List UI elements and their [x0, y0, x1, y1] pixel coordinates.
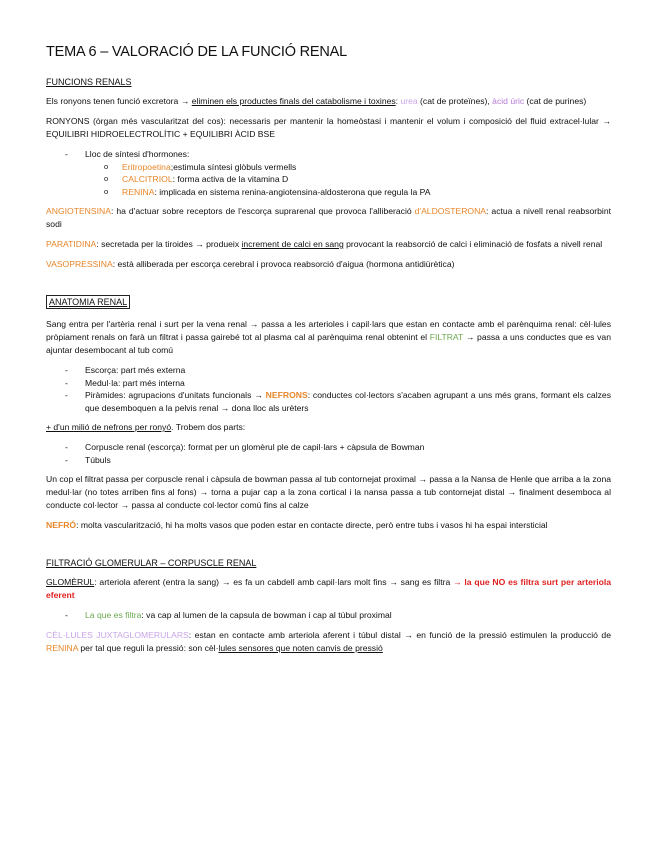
hormone-name: CALCITRIOL — [122, 174, 173, 184]
document-title: TEMA 6 – VALORACIÓ DE LA FUNCIÓ RENAL — [46, 44, 347, 60]
text: . Trobem dos parts: — [171, 422, 246, 432]
text: : va cap al lumen de la capsula de bowman i cap al túbul proximal — [141, 610, 392, 620]
list-item — [46, 186, 611, 199]
text: Sang entra per l'artèria renal i surt per la vena renal → passa a les arterioles i capil·lars que estan en contacte amb el parènquima renal: cèl·lules pròpiament renals on farà un filtrat i passa gairebé tot al plasma cal al parènquima renal obtenint el — [46, 319, 611, 342]
paragraph-glomerul — [46, 576, 611, 602]
list-item — [46, 161, 611, 174]
hormone-desc: : implicada en sistema renina-angiotensina-aldosterona que regula la PA — [154, 186, 431, 197]
hormone-name: RENINA — [122, 186, 155, 197]
term-vasopressina: VASOPRESSINA — [46, 259, 113, 269]
paragraph-cellules — [46, 629, 611, 655]
list-item — [46, 389, 611, 414]
text: Els ronyons tenen funció excretora → — [46, 96, 192, 106]
paragraph-cop-filtrat: Un cop el filtrat passa per corpuscle renal i càpsula de bowman passa al tub contornejat proximal → passa a la Nansa de Henle que arriba a la zona medul·lar (no totes arriben fins al fons) → torna a pujar cap a la zona cortical i la nansa passa a tub contornejat distal → finalment desemboca al conducte col·lector → passa al conducte col·lector comú fins al calze — [46, 474, 611, 510]
parts-list — [46, 441, 611, 466]
text: per tal que reguli la pressió: son cèl· — [78, 642, 219, 653]
section-heading-funcions: FUNCIONS RENALS — [46, 77, 132, 87]
term-filtra: La que es filtra — [85, 610, 142, 620]
paragraph-ronyons: RONYONS (òrgan més vascularitzat del cos): necessaris per mantenir la homeòstasi i mantenir el volum i composició del fluid extracel·lular → EQUILIBRI HIDROELECTROLÍTIC + EQUILIBRI ÀCID BSE — [46, 116, 611, 139]
highlight-red: → la que NO es filtra surt per arteriola eferent — [46, 577, 611, 600]
text: (cat de proteïnes), — [417, 96, 493, 106]
term-nefrons: NEFRONS — [265, 390, 308, 400]
filtra-list — [46, 609, 611, 622]
hormone-desc: : forma activa de la vitamina D — [172, 174, 289, 184]
text: provocant la reabsorció de calci i eliminació de fosfats a nivell renal — [343, 239, 603, 249]
paragraph-nefro — [46, 519, 611, 532]
term-cellules: CÈL·LULES JUXTAGLOMERULARS — [46, 629, 189, 640]
term-nefro: NEFRÓ — [46, 520, 77, 530]
text: : secretada per la tiroides → produeix — [96, 239, 242, 249]
text: : arteriola aferent (entra la sang) → es fa un cabdell amb capil·lars molt fins → sang es filtra — [94, 577, 454, 587]
text: : — [395, 96, 401, 106]
paragraph-sang — [46, 318, 611, 357]
section-heading-filtracio: FILTRACIÓ GLOMERULAR – CORPUSCLE RENAL — [46, 558, 257, 568]
paragraph-paratidina — [46, 238, 611, 251]
term-glomerul: GLOMÈRUL — [46, 577, 95, 587]
paragraph-angiotensina — [46, 205, 611, 231]
anatomia-list — [46, 364, 611, 414]
paragraph-vasopressina — [46, 258, 611, 271]
list-item — [46, 173, 611, 186]
text: : actua a nivell renal reabsorbint sodi — [46, 206, 611, 229]
term-renina: RENINA — [46, 642, 78, 653]
term-aldosterona: d'ALDOSTERONA — [414, 206, 487, 216]
text: → passa a uns conductes que es van ajuntar desembocant al tub comú — [46, 332, 611, 355]
list-item: - Medul·la: part més interna — [46, 377, 611, 390]
text: : estan en contacte amb arteriola aferent i túbul distal → en funció de la pressió estimulen la producció de — [188, 629, 611, 640]
list-item: - Corpuscle renal (escorça): format per un glomèrul ple de capil·lars + càpsula de Bowman — [46, 441, 611, 454]
text: : molta vascularització, hi ha molts vasos que poden estar en contacte directe, però entre tubs i vasos hi ha espai intersticial — [76, 520, 548, 530]
underlined-text: eliminen els productes finals del catabolisme i toxines — [191, 96, 396, 106]
underlined-text: lules sensores que noten canvis de pressió — [218, 642, 383, 653]
text: : ha d'actuar sobre receptors de l'escorça suprarenal que provoca l'alliberació — [110, 206, 415, 216]
paragraph-milio — [46, 421, 611, 434]
term-paratidina: PARATIDINA — [46, 239, 97, 249]
term-filtrat: FILTRAT — [429, 332, 464, 342]
section-heading-anatomia: ANATOMIA RENAL — [46, 295, 130, 309]
hormones-list — [46, 148, 611, 198]
list-item: - Túbuls — [46, 454, 611, 467]
underlined-text: increment de calci en sang — [241, 239, 344, 249]
text: Piràmides: agrupacions d'unitats funcionals → — [85, 390, 266, 400]
underlined-text: + d'un milió de nefrons per ronyó — [46, 422, 172, 432]
hormone-desc: ;estimula síntesi glòbuls vermells — [170, 161, 297, 172]
highlight-urea: urea — [400, 96, 418, 106]
list-item: - Escorça: part més externa — [46, 364, 611, 377]
paragraph-excretora — [46, 95, 611, 108]
text: : està alliberada per escorça cerebral i provoca reabsorció d'aigua (hormona antidiürètica) — [112, 259, 455, 269]
list-item: - Lloc de síntesi d'hormones: — [46, 148, 611, 161]
highlight-uric: àcid úric — [492, 96, 525, 106]
text: : conductes col·lectors s'acaben agrupant a uns més grans, formant els calzes que desemboquen a la pelvis renal → dona lloc als urèters — [85, 390, 611, 413]
hormone-name: Eritropoetina — [122, 161, 171, 172]
term-angiotensina: ANGIOTENSINA — [46, 206, 111, 216]
text: (cat de purines) — [524, 96, 587, 106]
list-item — [46, 609, 611, 622]
